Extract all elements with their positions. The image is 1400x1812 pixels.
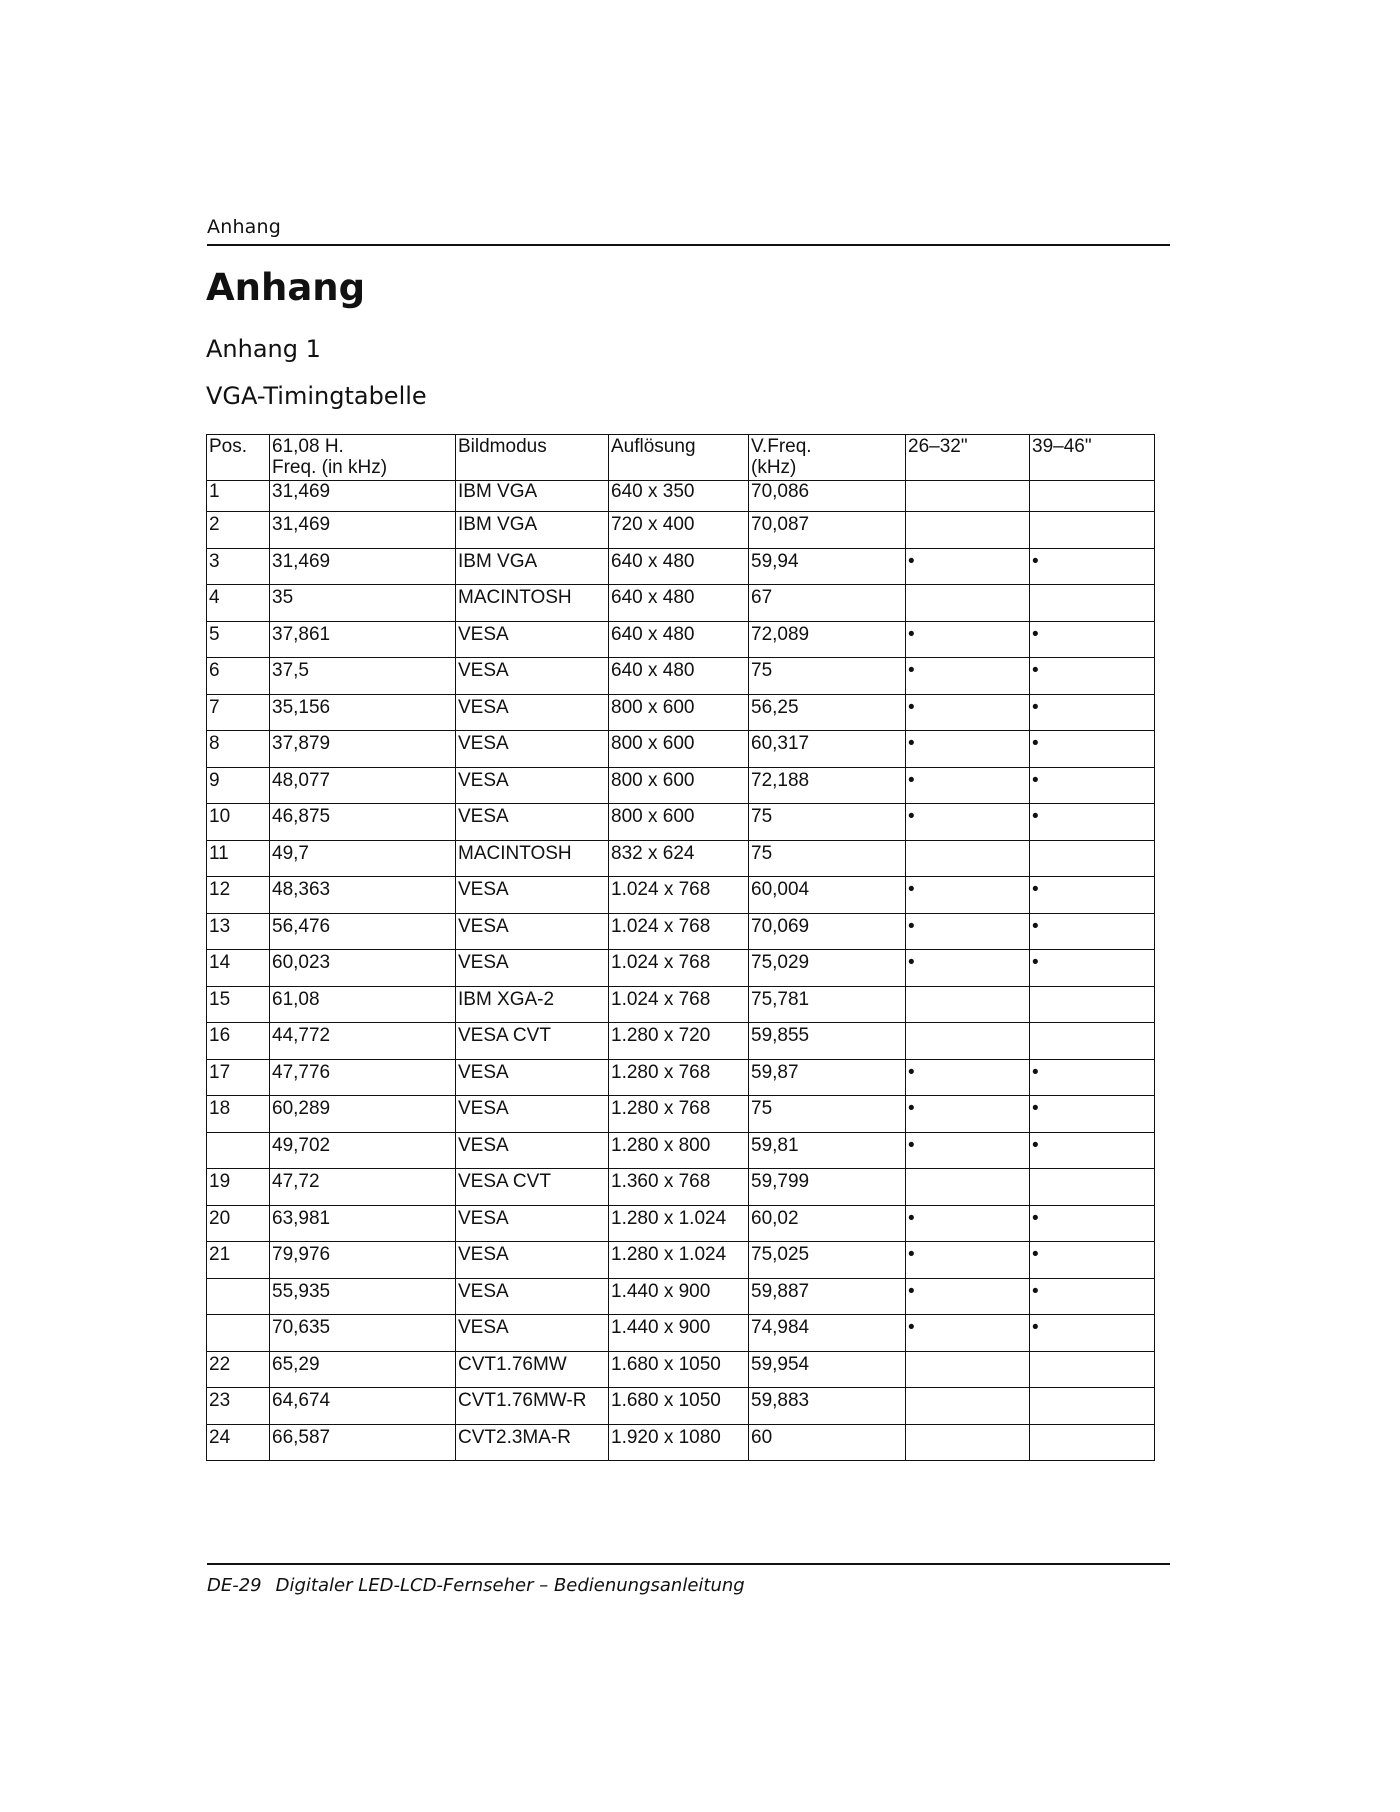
cell-pos: 19 [207, 1169, 270, 1206]
cell-pos: 22 [207, 1351, 270, 1388]
cell-resolution: 1.280 x 800 [609, 1132, 749, 1169]
cell-pos [207, 1315, 270, 1352]
cell-mode: VESA [456, 1278, 609, 1315]
cell-hfreq: 63,981 [270, 1205, 456, 1242]
cell-resolution: 832 x 624 [609, 840, 749, 877]
cell-hfreq: 47,776 [270, 1059, 456, 1096]
cell-hfreq: 48,363 [270, 877, 456, 914]
cell-support-26-32: • [906, 767, 1030, 804]
cell-pos: 14 [207, 950, 270, 987]
cell-support-26-32 [906, 986, 1030, 1023]
cell-hfreq: 65,29 [270, 1351, 456, 1388]
table-row [207, 731, 1155, 768]
table-row [207, 767, 1155, 804]
cell-support-39-46: • [1030, 694, 1155, 731]
vga-timing-table [206, 434, 1155, 1461]
cell-resolution: 1.024 x 768 [609, 913, 749, 950]
cell-support-26-32 [906, 1351, 1030, 1388]
page-footer [207, 1575, 745, 1596]
cell-resolution: 1.680 x 1050 [609, 1351, 749, 1388]
cell-support-26-32: • [906, 1132, 1030, 1169]
table-row [207, 1278, 1155, 1315]
table-row [207, 1132, 1155, 1169]
cell-hfreq: 46,875 [270, 804, 456, 841]
cell-support-26-32 [906, 1023, 1030, 1060]
cell-vfreq: 59,81 [749, 1132, 906, 1169]
cell-vfreq: 74,984 [749, 1315, 906, 1352]
column-header-hfreq: 61,08 H. Freq. (in kHz) [270, 435, 456, 481]
cell-pos: 3 [207, 548, 270, 585]
cell-mode: VESA [456, 950, 609, 987]
table-row [207, 1023, 1155, 1060]
cell-mode: CVT1.76MW [456, 1351, 609, 1388]
table-row [207, 694, 1155, 731]
column-header-vfreq: V.Freq. (kHz) [749, 435, 906, 481]
table-row [207, 1096, 1155, 1133]
table-row [207, 1169, 1155, 1206]
cell-support-39-46: • [1030, 621, 1155, 658]
appendix-subheading: Anhang 1 [206, 335, 321, 363]
column-header-resolution: Auflösung [609, 435, 749, 481]
cell-mode: VESA [456, 1096, 609, 1133]
cell-support-39-46: • [1030, 1132, 1155, 1169]
cell-support-39-46: • [1030, 658, 1155, 695]
cell-pos: 5 [207, 621, 270, 658]
cell-resolution: 640 x 350 [609, 481, 749, 512]
cell-resolution: 1.440 x 900 [609, 1278, 749, 1315]
cell-support-39-46 [1030, 512, 1155, 549]
cell-resolution: 1.280 x 768 [609, 1059, 749, 1096]
cell-pos: 20 [207, 1205, 270, 1242]
cell-support-39-46 [1030, 1351, 1155, 1388]
cell-mode: VESA [456, 1205, 609, 1242]
cell-hfreq: 79,976 [270, 1242, 456, 1279]
cell-mode: VESA [456, 877, 609, 914]
cell-resolution: 1.440 x 900 [609, 1315, 749, 1352]
cell-mode: IBM VGA [456, 481, 609, 512]
footer-rule [207, 1563, 1170, 1565]
cell-resolution: 1.360 x 768 [609, 1169, 749, 1206]
cell-hfreq: 37,879 [270, 731, 456, 768]
table-row [207, 1424, 1155, 1461]
cell-vfreq: 59,954 [749, 1351, 906, 1388]
cell-mode: VESA [456, 1059, 609, 1096]
cell-pos: 6 [207, 658, 270, 695]
cell-resolution: 720 x 400 [609, 512, 749, 549]
cell-support-39-46: • [1030, 1315, 1155, 1352]
cell-pos: 8 [207, 731, 270, 768]
table-row [207, 840, 1155, 877]
cell-hfreq: 31,469 [270, 548, 456, 585]
cell-resolution: 640 x 480 [609, 621, 749, 658]
table-row [207, 585, 1155, 622]
cell-hfreq: 37,5 [270, 658, 456, 695]
cell-support-39-46: • [1030, 1059, 1155, 1096]
table-subheading: VGA-Timingtabelle [206, 382, 427, 410]
cell-mode: IBM XGA-2 [456, 986, 609, 1023]
cell-hfreq: 35 [270, 585, 456, 622]
cell-vfreq: 75 [749, 804, 906, 841]
cell-support-39-46: • [1030, 804, 1155, 841]
cell-mode: VESA [456, 1315, 609, 1352]
cell-mode: VESA [456, 804, 609, 841]
cell-mode: VESA [456, 731, 609, 768]
cell-support-39-46 [1030, 1023, 1155, 1060]
table-row [207, 804, 1155, 841]
cell-vfreq: 60,317 [749, 731, 906, 768]
table-row [207, 548, 1155, 585]
cell-vfreq: 70,069 [749, 913, 906, 950]
cell-resolution: 640 x 480 [609, 658, 749, 695]
cell-hfreq: 56,476 [270, 913, 456, 950]
page-title: Anhang [206, 266, 366, 309]
cell-support-26-32 [906, 585, 1030, 622]
cell-pos: 2 [207, 512, 270, 549]
column-header-pos: Pos. [207, 435, 270, 481]
cell-pos: 16 [207, 1023, 270, 1060]
cell-hfreq: 31,469 [270, 512, 456, 549]
cell-mode: VESA [456, 658, 609, 695]
manual-title: Digitaler LED-LCD-Fernseher – Bedienungsanleitung [275, 1575, 745, 1596]
cell-hfreq: 48,077 [270, 767, 456, 804]
cell-resolution: 800 x 600 [609, 731, 749, 768]
cell-support-26-32: • [906, 621, 1030, 658]
cell-support-39-46 [1030, 585, 1155, 622]
cell-support-26-32: • [906, 804, 1030, 841]
cell-pos: 21 [207, 1242, 270, 1279]
cell-support-39-46: • [1030, 950, 1155, 987]
table-row [207, 481, 1155, 512]
cell-pos: 7 [207, 694, 270, 731]
table-row [207, 621, 1155, 658]
cell-mode: CVT1.76MW-R [456, 1388, 609, 1425]
cell-vfreq: 72,089 [749, 621, 906, 658]
cell-support-39-46: • [1030, 1096, 1155, 1133]
table-row [207, 1059, 1155, 1096]
cell-hfreq: 61,08 [270, 986, 456, 1023]
cell-mode: VESA [456, 913, 609, 950]
cell-support-26-32: • [906, 1242, 1030, 1279]
cell-mode: MACINTOSH [456, 585, 609, 622]
table-row [207, 950, 1155, 987]
cell-mode: VESA [456, 1242, 609, 1279]
cell-resolution: 1.024 x 768 [609, 986, 749, 1023]
cell-support-39-46 [1030, 840, 1155, 877]
cell-vfreq: 59,883 [749, 1388, 906, 1425]
cell-support-39-46: • [1030, 767, 1155, 804]
table-row [207, 1351, 1155, 1388]
cell-support-26-32: • [906, 1278, 1030, 1315]
cell-resolution: 640 x 480 [609, 548, 749, 585]
cell-mode: MACINTOSH [456, 840, 609, 877]
column-header-size-39-46: 39–46" [1030, 435, 1155, 481]
cell-vfreq: 75,025 [749, 1242, 906, 1279]
cell-hfreq: 64,674 [270, 1388, 456, 1425]
cell-resolution: 1.280 x 1.024 [609, 1242, 749, 1279]
cell-pos: 10 [207, 804, 270, 841]
cell-support-39-46: • [1030, 1278, 1155, 1315]
cell-vfreq: 75,781 [749, 986, 906, 1023]
cell-mode: VESA [456, 621, 609, 658]
table-row [207, 1388, 1155, 1425]
cell-vfreq: 60,004 [749, 877, 906, 914]
cell-support-26-32 [906, 1169, 1030, 1206]
cell-support-39-46 [1030, 1388, 1155, 1425]
cell-support-26-32: • [906, 1205, 1030, 1242]
running-head: Anhang [207, 216, 282, 238]
cell-vfreq: 70,086 [749, 481, 906, 512]
cell-resolution: 1.024 x 768 [609, 950, 749, 987]
cell-support-26-32 [906, 840, 1030, 877]
cell-support-26-32: • [906, 731, 1030, 768]
cell-vfreq: 59,94 [749, 548, 906, 585]
cell-support-26-32: • [906, 1315, 1030, 1352]
cell-mode: VESA [456, 694, 609, 731]
cell-vfreq: 56,25 [749, 694, 906, 731]
cell-support-39-46: • [1030, 731, 1155, 768]
cell-resolution: 1.280 x 768 [609, 1096, 749, 1133]
table-row [207, 1242, 1155, 1279]
cell-pos: 11 [207, 840, 270, 877]
cell-pos: 9 [207, 767, 270, 804]
cell-resolution: 1.680 x 1050 [609, 1388, 749, 1425]
page-number: DE-29 [207, 1575, 262, 1596]
cell-mode: VESA [456, 767, 609, 804]
cell-hfreq: 37,861 [270, 621, 456, 658]
table-row [207, 1315, 1155, 1352]
column-header-size-26-32: 26–32" [906, 435, 1030, 481]
cell-mode: VESA CVT [456, 1023, 609, 1060]
cell-support-26-32: • [906, 694, 1030, 731]
cell-hfreq: 55,935 [270, 1278, 456, 1315]
cell-vfreq: 75 [749, 658, 906, 695]
cell-support-39-46 [1030, 1169, 1155, 1206]
cell-resolution: 640 x 480 [609, 585, 749, 622]
cell-support-26-32: • [906, 1096, 1030, 1133]
table-header-row [207, 435, 1155, 481]
cell-vfreq: 75 [749, 840, 906, 877]
cell-pos [207, 1132, 270, 1169]
cell-pos [207, 1278, 270, 1315]
cell-support-26-32 [906, 512, 1030, 549]
header-rule [207, 244, 1170, 246]
cell-support-39-46 [1030, 986, 1155, 1023]
cell-vfreq: 59,799 [749, 1169, 906, 1206]
cell-hfreq: 60,023 [270, 950, 456, 987]
cell-resolution: 800 x 600 [609, 804, 749, 841]
cell-support-26-32 [906, 1388, 1030, 1425]
cell-support-39-46: • [1030, 1242, 1155, 1279]
cell-pos: 24 [207, 1424, 270, 1461]
cell-pos: 18 [207, 1096, 270, 1133]
cell-vfreq: 60,02 [749, 1205, 906, 1242]
cell-hfreq: 60,289 [270, 1096, 456, 1133]
cell-support-39-46: • [1030, 548, 1155, 585]
cell-pos: 4 [207, 585, 270, 622]
cell-vfreq: 75 [749, 1096, 906, 1133]
cell-support-39-46 [1030, 1424, 1155, 1461]
cell-support-26-32: • [906, 913, 1030, 950]
cell-hfreq: 35,156 [270, 694, 456, 731]
cell-mode: VESA [456, 1132, 609, 1169]
cell-vfreq: 70,087 [749, 512, 906, 549]
cell-hfreq: 31,469 [270, 481, 456, 512]
cell-support-26-32: • [906, 548, 1030, 585]
cell-hfreq: 70,635 [270, 1315, 456, 1352]
cell-resolution: 1.280 x 1.024 [609, 1205, 749, 1242]
cell-mode: CVT2.3MA-R [456, 1424, 609, 1461]
table-row [207, 913, 1155, 950]
cell-resolution: 1.024 x 768 [609, 877, 749, 914]
cell-resolution: 800 x 600 [609, 767, 749, 804]
table-row [207, 658, 1155, 695]
cell-hfreq: 44,772 [270, 1023, 456, 1060]
column-header-mode: Bildmodus [456, 435, 609, 481]
cell-mode: IBM VGA [456, 512, 609, 549]
cell-support-26-32: • [906, 877, 1030, 914]
cell-support-26-32: • [906, 658, 1030, 695]
cell-pos: 23 [207, 1388, 270, 1425]
cell-pos: 12 [207, 877, 270, 914]
table-row [207, 986, 1155, 1023]
table-row [207, 1205, 1155, 1242]
cell-pos: 1 [207, 481, 270, 512]
cell-vfreq: 59,87 [749, 1059, 906, 1096]
cell-hfreq: 66,587 [270, 1424, 456, 1461]
cell-resolution: 1.920 x 1080 [609, 1424, 749, 1461]
cell-vfreq: 60 [749, 1424, 906, 1461]
cell-vfreq: 67 [749, 585, 906, 622]
cell-hfreq: 47,72 [270, 1169, 456, 1206]
cell-resolution: 1.280 x 720 [609, 1023, 749, 1060]
cell-vfreq: 75,029 [749, 950, 906, 987]
cell-support-26-32 [906, 1424, 1030, 1461]
cell-hfreq: 49,7 [270, 840, 456, 877]
cell-support-26-32: • [906, 1059, 1030, 1096]
cell-vfreq: 72,188 [749, 767, 906, 804]
cell-vfreq: 59,855 [749, 1023, 906, 1060]
cell-support-39-46 [1030, 481, 1155, 512]
cell-resolution: 800 x 600 [609, 694, 749, 731]
cell-pos: 13 [207, 913, 270, 950]
cell-support-39-46: • [1030, 877, 1155, 914]
cell-mode: VESA CVT [456, 1169, 609, 1206]
cell-mode: IBM VGA [456, 548, 609, 585]
cell-pos: 15 [207, 986, 270, 1023]
table-body [207, 481, 1155, 1461]
cell-support-26-32: • [906, 950, 1030, 987]
cell-support-39-46: • [1030, 1205, 1155, 1242]
cell-vfreq: 59,887 [749, 1278, 906, 1315]
cell-pos: 17 [207, 1059, 270, 1096]
cell-hfreq: 49,702 [270, 1132, 456, 1169]
table-row [207, 877, 1155, 914]
cell-support-26-32 [906, 481, 1030, 512]
table-row [207, 512, 1155, 549]
cell-support-39-46: • [1030, 913, 1155, 950]
